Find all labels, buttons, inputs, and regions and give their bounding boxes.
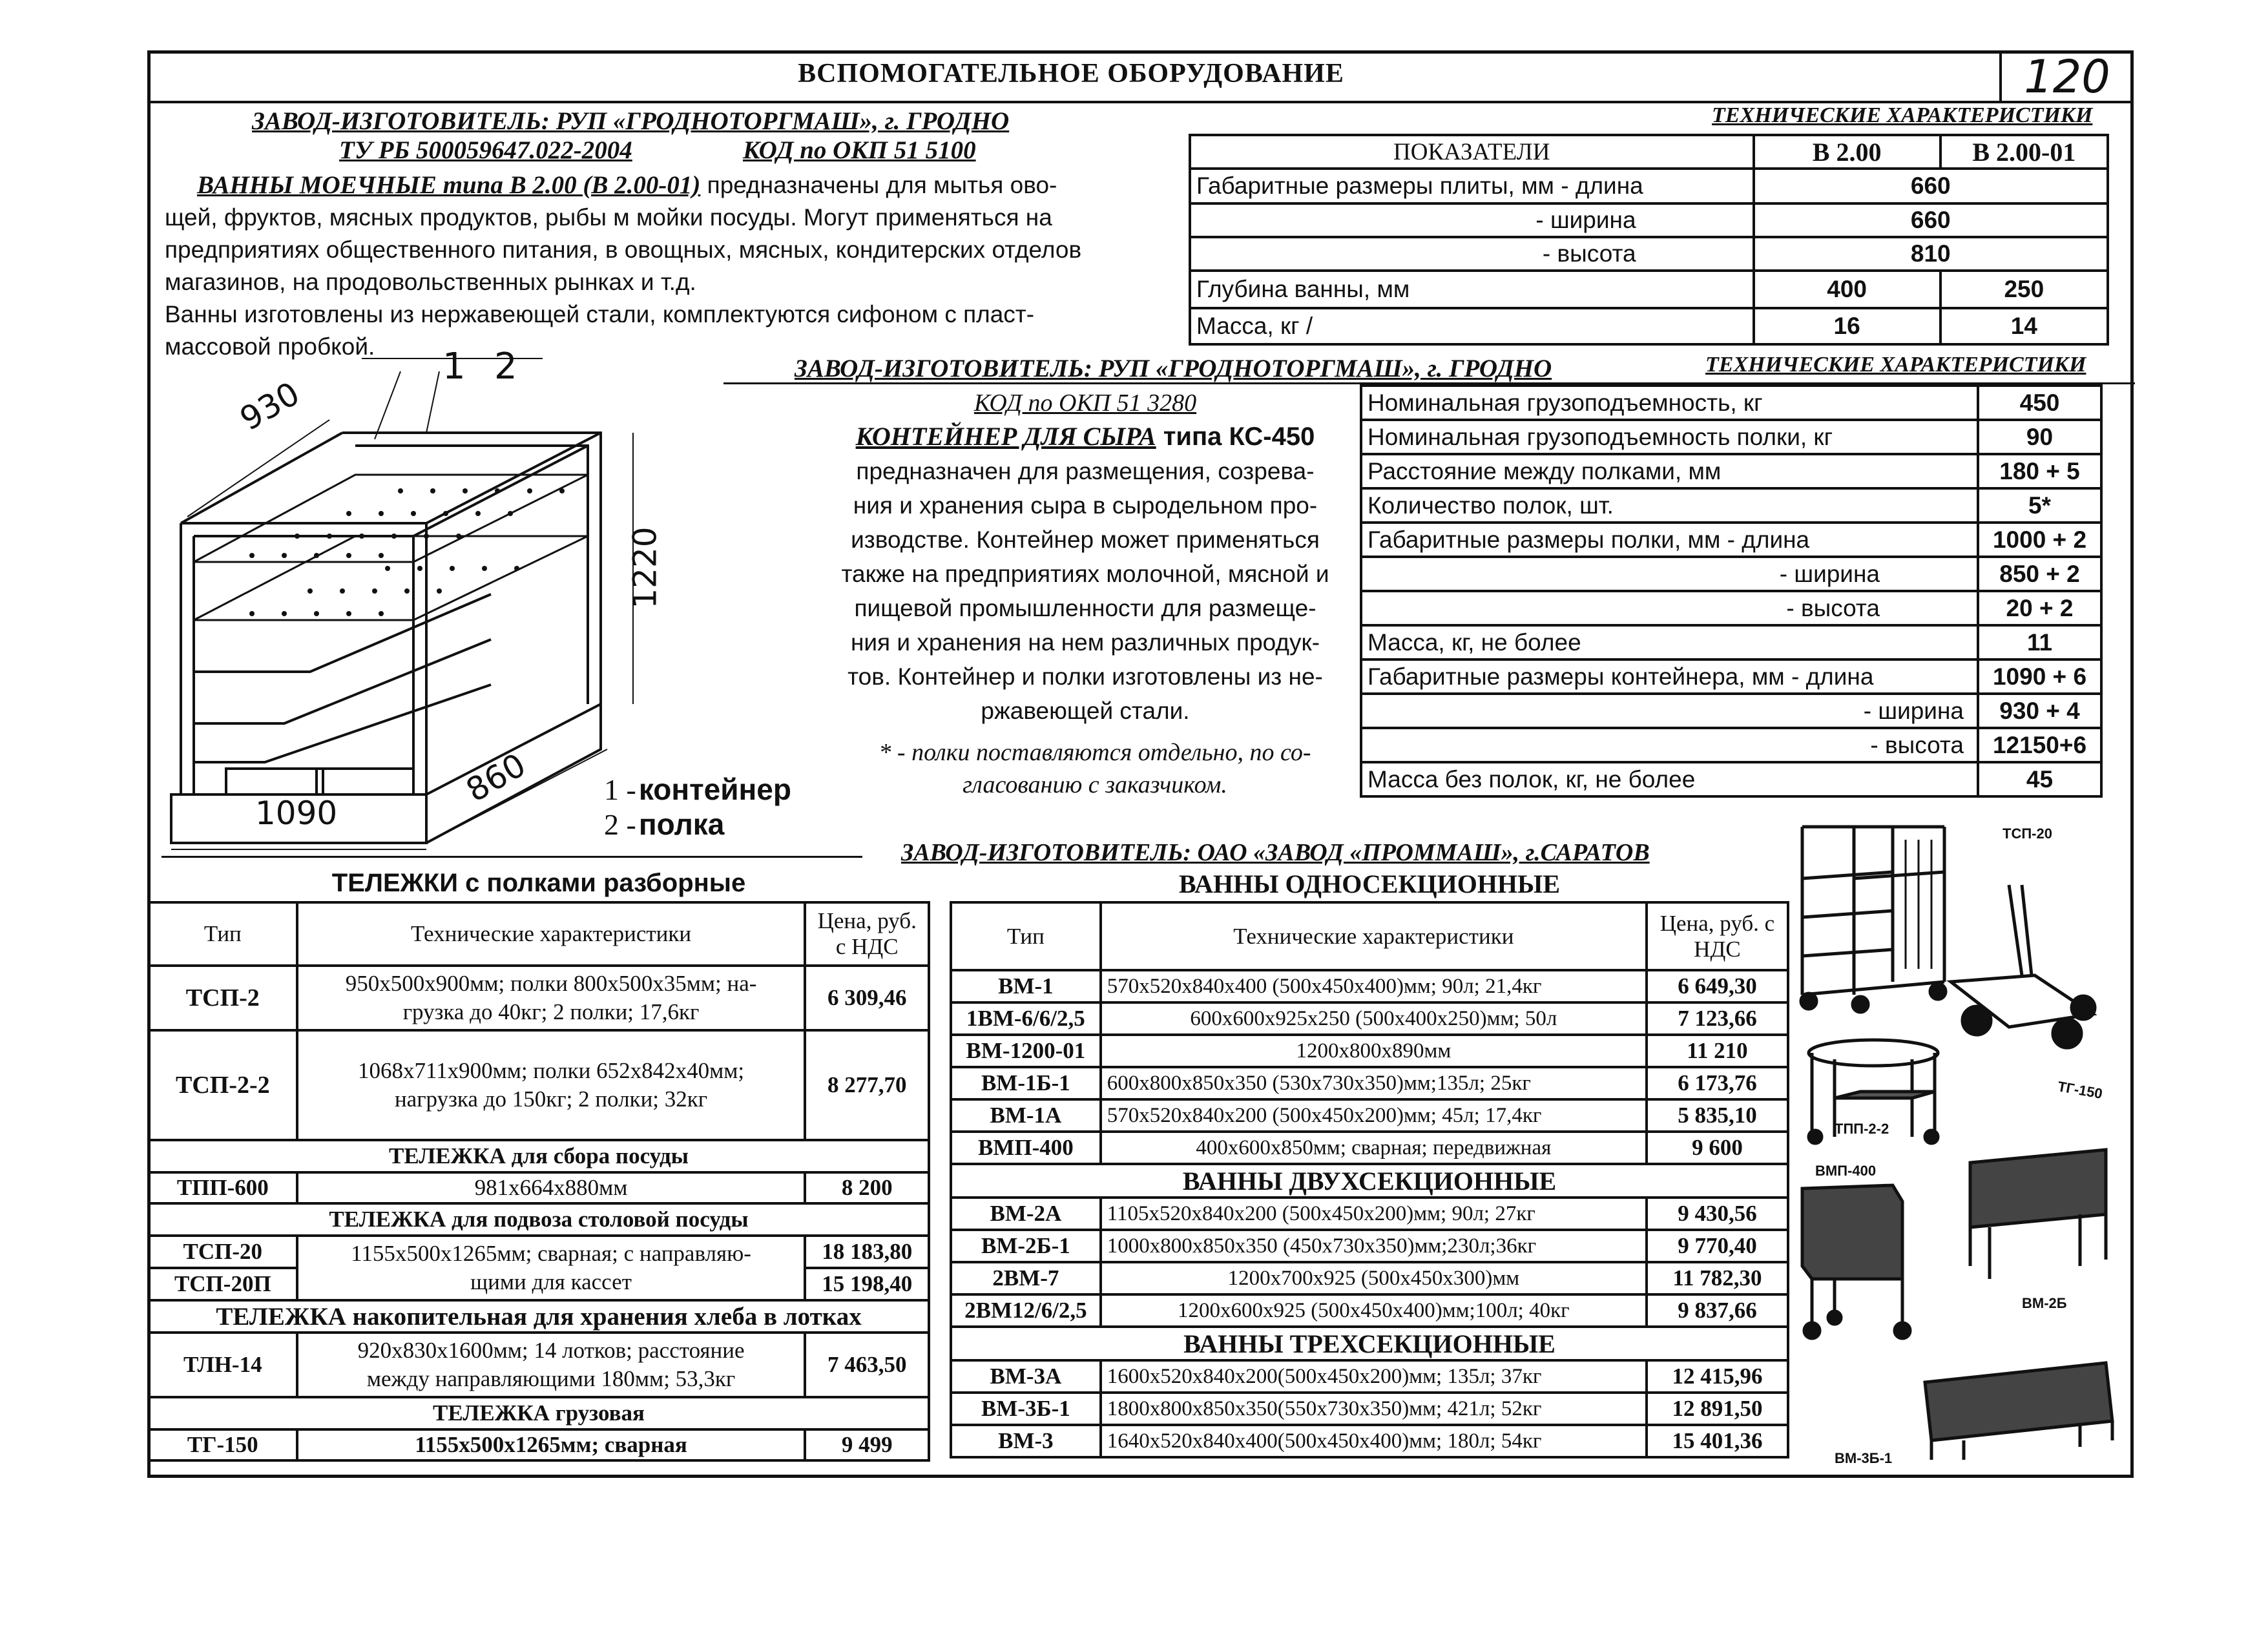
cheese-description: предназначен для размещения, созрева- ния и хранения сыра в сыродельном про- изводстве. Контейнер может применяться также на предприятиях молочной, мясной и пищевой промышленности для размеще- ния и хранения на нем различных продук- тов. Контейнер и полки изготовлены из не- ржавеющей стали. <box>841 458 1329 724</box>
label-vm-2b: ВМ-2Б <box>2022 1295 2067 1311</box>
dim-1220: 1220 <box>626 526 664 609</box>
photo-vmp-400 <box>1802 1185 1910 1338</box>
cheese-okp: КОД по ОКП 51 3280 <box>973 389 1197 417</box>
tubs-maker: ЗАВОД-ИЗГОТОВИТЕЛЬ: ОАО «ЗАВОД «ПРОММАШ», г.САРАТОВ <box>901 839 1650 866</box>
label-tsp-20: ТСП-20 <box>2003 825 2052 842</box>
drawing-bottom-rule <box>161 856 862 858</box>
drawing-legend: 1 - контейнер 2 - полка <box>604 773 791 841</box>
photo-tsp-20 <box>1801 827 1946 1012</box>
page-title: ВСПОМОГАТЕЛЬНОЕ ОБОРУДОВАНИЕ <box>798 59 1344 88</box>
photo-vm-2b <box>1970 1150 2106 1279</box>
callout-2: 2 <box>494 346 517 388</box>
callout-1: 1 <box>442 346 466 388</box>
tubs-single-title: ВАННЫ ОДНОСЕКЦИОННЫЕ <box>1179 869 1560 898</box>
washtubs-tech-header: ТЕХНИЧЕСКИЕ ХАРАКТЕРИСТИКИ <box>1712 103 2093 127</box>
washtubs-table: ПОКАЗАТЕЛИ В 2.00 В 2.00-01 Габаритные размеры плиты, мм - длина 660 - ширина 660 - высота 810 Глубина ванны, мм 400 250 Масса, кг / 16 14 <box>1189 134 2109 346</box>
label-tpp-2-2: ТПП-2-2 <box>1835 1121 1889 1137</box>
dim-1090: 1090 <box>255 794 338 832</box>
cheese-table: Номинальная грузоподъемность, кг 450 Номинальная грузоподъемность полки, кг 90 Расстояние между полками, мм 180 + 5 Количество полок, шт. 5* Габаритные размеры полки, мм - длина 1000 + 2 - ширина 850 + 2 - высота 20 + 2 Масса, кг, не более 11 Габаритные размеры контейнера, мм - длина 1090 + 6 - ширина 930 + 4 - высота 12150+6 Масса без полок, кг, не более 45 <box>1360 384 2103 798</box>
cheese-name: КОНТЕЙНЕР ДЛЯ СЫРА типа КС-450 <box>855 422 1315 451</box>
carts-table: Тип Технические характеристики Цена, руб. с НДС ТСП-2 950х500х900мм; полки 800х500х35мм; на- грузка до 40кг; 2 полки; 17,6кг 6 309,46 ТСП-2-2 1068х711х900мм; полки 652х842х40мм; нагрузка до 150кг; 2 полки; 32кг 8 277,70 ТЕЛЕЖКА для сбора посуды ТПП-600 981х664х880мм 8 200 ТЕЛЕЖКА для подвоза столовой посуды ТСП-20 1155х500х1265мм; сварная; с направляю- щими для кассет 18 183,80 ТСП-20П 15 198,40 ТЕЛЕЖКА накопительная для хранения хлеба в лотках ТЛН-14 920х830х1600мм; 14 лотков; расстояние между направляющими 180мм; 53,3кг 7 463,50 ТЕЛЕЖКА грузовая ТГ-150 1155х500х1265мм; сварная 9 499 <box>147 901 930 1462</box>
photo-tg-150 <box>1951 885 2095 1048</box>
page-number: 120 <box>2024 50 2110 103</box>
dim-930: 930 <box>233 375 306 438</box>
cheese-tech-header: ТЕХНИЧЕСКИЕ ХАРАКТЕРИСТИКИ <box>1705 353 2086 377</box>
washtubs-description: ВАННЫ МОЕЧНЫЕ типа В 2.00 (В 2.00-01) предназначены для мытья ово- щей, фруктов, мясных продуктов, рыбы м мойки посуды. Могут применяться на предприятиях общественного питания, в овощных, мясных, кондитерских отделов магазинов, на продовольственных рынках и т.д. Ванны изготовлены из нержавеющей стали, комплектуются сифоном с пласт- массовой пробкой. <box>165 171 1082 360</box>
photo-vm-3b-1 <box>1925 1363 2112 1460</box>
equipment-photos <box>1796 814 2132 1473</box>
label-vm-3b-1: ВМ-3Б-1 <box>1835 1450 1893 1466</box>
washtubs-name: ВАННЫ МОЕЧНЫЕ типа В 2.00 (В 2.00-01) <box>197 171 701 199</box>
cheese-footnote: * - полки поставляются отдельно, по со- гласованию с заказчиком. <box>879 739 1311 798</box>
washtubs-maker: ЗАВОД-ИЗГОТОВИТЕЛЬ: РУП «ГРОДНОТОРГМАШ», г. ГРОДНО <box>252 107 1010 135</box>
tubs-table: Тип Технические характеристики Цена, руб. с НДС ВМ-1 570х520х840х400 (500х450х400)мм; 90л; 21,4кг 6 649,30 1ВМ-6/6/2,5 600х600х925х250 (500х400х250)мм; 50л 7 123,66 ВМ-1200-01 1200х800х890мм 11 210 ВМ-1Б-1 600х800х850х350 (530х730х350)мм;135л; 25кг 6 173,76 ВМ-1А 570х520х840х200 (500х450х200)мм; 45л; 17,4кг 5 835,10 ВМП-400 400х600х850мм; сварная; передвижная 9 600 ВАННЫ ДВУХСЕКЦИОННЫЕ ВМ-2А 1105х520х840х200 (500х450х200)мм; 90л; 27кг 9 430,56 ВМ-2Б-1 1000х800х850х350 (450х730х350)мм;230л;36кг 9 770,40 2ВМ-7 1200х700х925 (500х450х300)мм 11 782,30 2ВМ12/6/2,5 1200х600х925 (500х450х400)мм;100л; 40кг 9 837,66 ВАННЫ ТРЕХСЕКЦИОННЫЕ ВМ-3А 1600х520х840х200(500х450х200)мм; 135л; 37кг 12 415,96 ВМ-3Б-1 1800х800х850х350(550х730х350)мм; 421л; 52кг 12 891,50 ВМ-3 1640х520х840х400(500х450х400)мм; 180л; 54кг 15 401,36 <box>950 901 1789 1458</box>
washtubs-tu: ТУ РБ 500059647.022-2004 <box>339 136 632 164</box>
washtubs-okp: КОД по ОКП 51 5100 <box>743 136 976 164</box>
carts-shelves-title: ТЕЛЕЖКИ с полками разборные <box>331 869 746 897</box>
label-vmp-400: ВМП-400 <box>1815 1163 1877 1179</box>
dim-860: 860 <box>459 746 532 809</box>
cheese-maker: ЗАВОД-ИЗГОТОВИТЕЛЬ: РУП «ГРОДНОТОРГМАШ», г. ГРОДНО <box>795 355 1552 382</box>
label-tg-150: ТГ-150 <box>2056 1078 2104 1102</box>
